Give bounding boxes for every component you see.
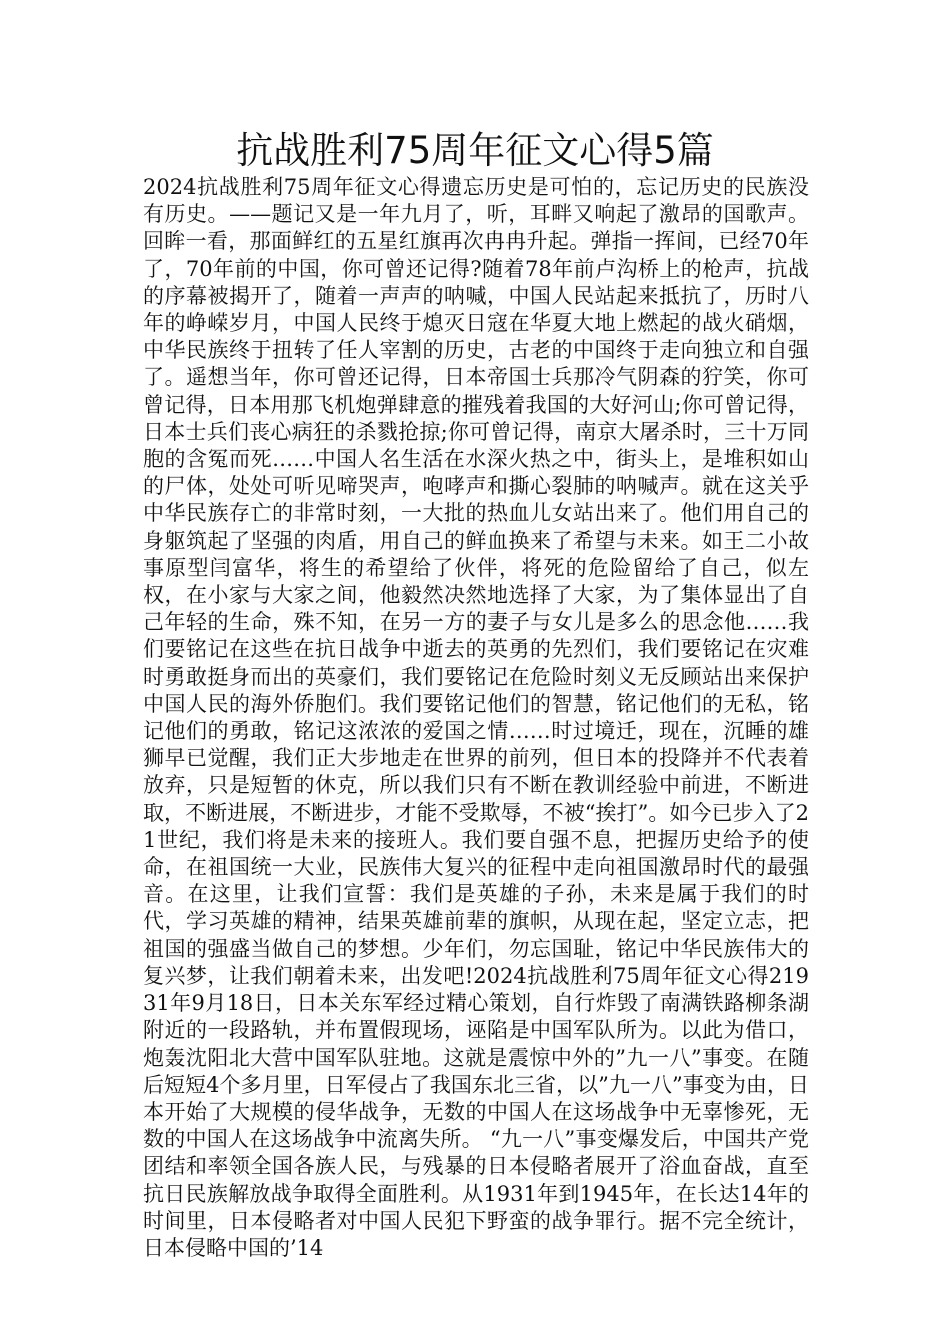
document-body-text: 2024抗战胜利75周年征文心得遗忘历史是可怕的，忘记历史的民族没有历史。——题记又是一年九月了，听，耳畔又响起了激昂的国歌声。回眸一看，那面鲜红的五星红旗再次冉冉升起。弹指一挥间，已经70年了，70年前的中国，你可曾还记得?随着78年前卢沟桥上的枪声，抗战的序幕被揭开了，随着一声声的呐喊，中国人民站起来抵抗了，历时八年的峥嵘岁月，中国人民终于熄灭日寇在华夏大地上燃起的战火硝烟，中华民族终于扭转了任人宰割的历史，古老的中国终于走向独立和自强了。遥想当年，你可曾还记得，日本帝国士兵那冷气阴森的狞笑，你可曾记得，日本用那飞机炮弹肆意的摧残着我国的大好河山;你可曾记得，日本士兵们丧心病狂的杀戮抢掠;你可曾记得，南京大屠杀时，三十万同胞的含冤而死……中国人名生活在水深火热之中，街头上，是堆积如山的尸体，处处可听见啼哭声，咆哮声和撕心裂肺的呐喊声。就在这关乎中华民族存亡的非常时刻，一大批的热血儿女站出来了。他们用自己的身躯筑起了坚强的肉盾，用自己的鲜血换来了希望与未来。如王二小故事原型闫富华，将生的希望给了伙伴，将死的危险留给了自己，似左权，在小家与大家之间，他毅然决然地选择了大家，为了集体显出了自己年轻的生命，殊不知，在另一方的妻子与女儿是多么的思念他……我们要铭记在这些在抗日战争中逝去的英勇的先烈们，我们要铭记在灾难时勇敢挺身而出的英豪们，我们要铭记在危险时刻义无反顾站出来保护中国人民的海外侨胞们。我们要铭记他们的智慧，铭记他们的无私，铭记他们的勇敢，铭记这浓浓的爱国之情……时过境迁，现在，沉睡的雄狮早已觉醒，我们正大步地走在世界的前列，但日本的投降并不代表着放弃，只是短暂的休克，所以我们只有不断在教训经验中前进，不断进取，不断进展，不断进步，才能不受欺辱，不被“挨打”。如今已步入了21世纪，我们将是未来的接班人。我们要自强不息，把握历史给予的使命，在祖国统一大业，民族伟大复兴的征程中走向祖国激昂时代的最强音。在这里，让我们宣誓：我们是英雄的子孙，未来是属于我们的时代，学习英雄的精神，结果英雄前辈的旗帜，从现在起，坚定立志，把祖国的强盛当做自己的梦想。少年们，勿忘国耻，铭记中华民族伟大的复兴梦，让我们朝着未来，出发吧!2024抗战胜利75周年征文心得21931年9月18日，日本关东军经过精心策划，自行炸毁了南满铁路柳条湖附近的一段路轨，并布置假现场，诬陷是中国军队所为。以此为借口，炮轰沈阳北大营中国军队驻地。这就是震惊中外的”九一八”事变。在随后短短4个多月里，日军侵占了我国东北三省，以”九一八”事变为由，日本开始了大规模的侵华战争，无数的中国人在这场战争中无辜惨死，无数的中国人在这场战争中流离失所。 “九一八”事变爆发后，中国共产党团结和率领全国各族人民，与残暴的日本侵略者展开了浴血奋战，直至抗日民族解放战争取得全面胜利。从1931年到1945年，在长达14年的时间里，日本侵略者对中国人民犯下野蛮的战争罪行。据不完全统计，日本侵略中国的’14: [143, 175, 809, 1260]
document-title: 抗战胜利75周年征文心得5篇: [236, 129, 714, 172]
